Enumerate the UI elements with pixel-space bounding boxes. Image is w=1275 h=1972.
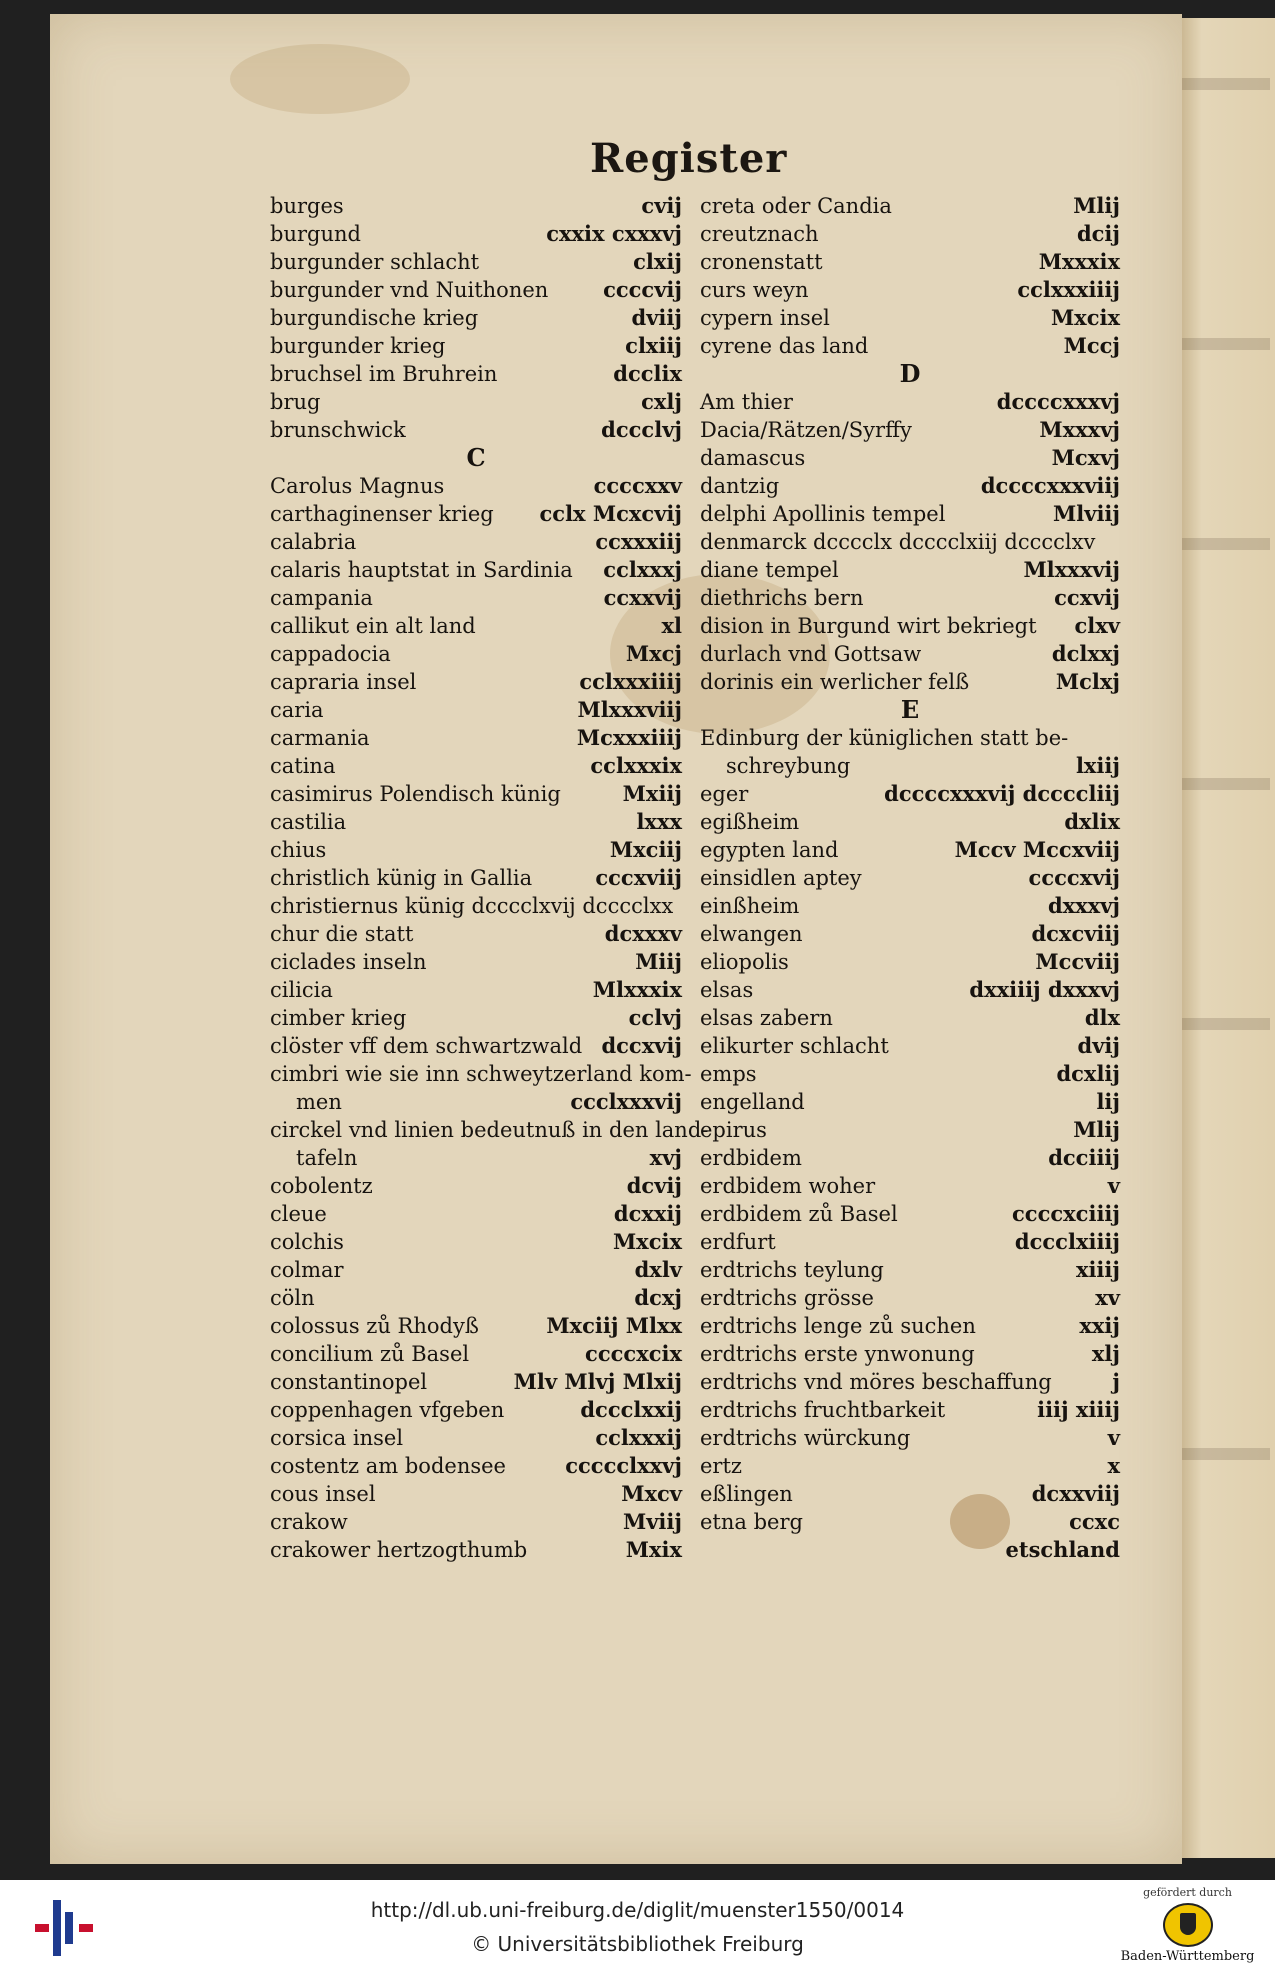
index-term: calabria [270, 530, 357, 554]
index-term: Dacia/Rätzen/Syrffy [700, 418, 912, 442]
index-term: cous insel [270, 1482, 376, 1506]
index-entry [270, 1172, 682, 1200]
index-term: eliopolis [700, 950, 789, 974]
index-entry [700, 612, 1120, 640]
folio-reference: v [1107, 1173, 1120, 1198]
index-term: erdbidem [700, 1146, 802, 1170]
index-term: dision in Burgund wirt bekriegt [700, 614, 1037, 638]
index-term: diethrichs bern [700, 586, 864, 610]
folio-reference: dccccxxxvij dccccliij [884, 781, 1120, 806]
folio-reference: ccccvij [603, 277, 682, 302]
folio-reference: Mlij [1073, 1117, 1120, 1142]
index-entry [700, 304, 1120, 332]
folio-reference: iiij xiiij [1037, 1397, 1120, 1422]
folio-reference: dcxxxv [604, 921, 682, 946]
folio-reference: Mxix [625, 1537, 682, 1562]
index-term: catina [270, 754, 336, 778]
folio-reference: Mccv Mccxviij [954, 837, 1120, 862]
index-term: Carolus Magnus [270, 474, 445, 498]
index-entry [700, 1004, 1120, 1032]
index-term: egypten land [700, 838, 839, 862]
index-entry [270, 696, 682, 724]
index-term: constantinopel [270, 1370, 428, 1394]
index-entry [700, 668, 1120, 696]
index-term: epirus [700, 1118, 767, 1142]
folio-reference: dcxj [634, 1285, 682, 1310]
index-entry [700, 332, 1120, 360]
index-entry [270, 1312, 682, 1340]
index-term: capraria insel [270, 670, 417, 694]
index-term: chur die statt [270, 922, 414, 946]
sponsor-label: gefördert durch [1143, 1886, 1232, 1899]
folio-reference: x [1107, 1453, 1120, 1478]
index-entry [700, 780, 1120, 808]
folio-reference: Mcxxxiiij [576, 725, 682, 750]
folio-reference: cclx Mcxcvij [539, 501, 682, 526]
index-term: corsica insel [270, 1426, 404, 1450]
index-entry [270, 416, 682, 444]
index-term: clöster vff dem schwartzwald [270, 1034, 583, 1058]
section-letter: E [900, 695, 920, 724]
sponsor-name: Baden-Württemberg [1120, 1949, 1255, 1964]
index-term: erdtrichs teylung [700, 1258, 884, 1282]
index-term: carthaginenser krieg [270, 502, 494, 526]
index-entry [700, 248, 1120, 276]
index-entry [270, 1088, 682, 1116]
index-term: burgunder vnd Nuithonen [270, 278, 549, 302]
index-term: burges [270, 194, 344, 218]
folio-reference: Mxcix [612, 1229, 682, 1254]
index-term: einsidlen aptey [700, 866, 862, 890]
index-entry [270, 640, 682, 668]
index-term: egißheim [700, 810, 800, 834]
index-entry [700, 220, 1120, 248]
folio-reference: dccccxxxvj [996, 389, 1120, 414]
index-entry [700, 1368, 1120, 1396]
index-term: calaris hauptstat in Sardinia [270, 558, 573, 582]
index-term: cimber krieg [270, 1006, 407, 1030]
index-entry [700, 472, 1120, 500]
index-entry [270, 1368, 682, 1396]
folio-reference: clxij [633, 249, 682, 274]
folio-reference: Mlxxxviij [577, 697, 682, 722]
index-term: elikurter schlacht [700, 1034, 889, 1058]
folio-reference: cxlj [641, 389, 682, 414]
index-term: christlich künig in Gallia [270, 866, 533, 890]
index-entry [270, 220, 682, 248]
folio-reference: lij [1096, 1089, 1120, 1114]
folio-reference: Mxcix [1050, 305, 1120, 330]
index-term: ertz [700, 1454, 742, 1478]
index-entry [270, 528, 682, 556]
folio-reference: dcij [1076, 221, 1120, 246]
index-entry [270, 304, 682, 332]
index-entry [270, 1004, 682, 1032]
index-term: cilicia [270, 978, 333, 1002]
index-entry [700, 388, 1120, 416]
index-term: callikut ein alt land [270, 614, 476, 638]
index-term: coppenhagen vfgeben [270, 1398, 505, 1422]
index-entry [270, 332, 682, 360]
folio-reference: Mlviij [1053, 501, 1120, 526]
folio-reference: dvij [1077, 1033, 1120, 1058]
index-entry [700, 192, 1120, 220]
folio-reference: Mlij [1073, 193, 1120, 218]
index-entry [700, 528, 1120, 556]
index-entry [700, 976, 1120, 1004]
index-term: curs weyn [700, 278, 809, 302]
index-term: castilia [270, 810, 347, 834]
index-term: burgunder krieg [270, 334, 446, 358]
index-entry [270, 1340, 682, 1368]
folio-reference: dccclxxij [580, 1397, 682, 1422]
index-entry [270, 1200, 682, 1228]
index-entry [700, 1312, 1120, 1340]
folio-reference: cclxxxij [595, 1425, 682, 1450]
folio-reference: Mlxxxix [592, 977, 682, 1002]
index-entry [700, 584, 1120, 612]
folio-reference: Mxcj [625, 641, 682, 666]
index-entry [270, 500, 682, 528]
index-entry [700, 1228, 1120, 1256]
folio-reference: dcciiij [1048, 1145, 1120, 1170]
index-term: erdtrichs fruchtbarkeit [700, 1398, 946, 1422]
index-entry [270, 1508, 682, 1536]
index-entry [700, 1256, 1120, 1284]
folio-reference: xl [661, 613, 682, 638]
index-term: cobolentz [270, 1174, 373, 1198]
index-entry [700, 1508, 1120, 1536]
folio-reference: dcxxviij [1031, 1481, 1120, 1506]
folio-reference: xiiij [1075, 1257, 1120, 1282]
index-term: brug [270, 390, 321, 414]
index-entry [270, 892, 682, 920]
index-term: erdtrichs grösse [700, 1286, 874, 1310]
index-entry [700, 1088, 1120, 1116]
index-term: einßheim [700, 894, 800, 918]
folio-reference: Mccviij [1035, 949, 1120, 974]
folio-reference: dclxxj [1051, 641, 1120, 666]
index-entry [700, 892, 1120, 920]
index-entry [700, 444, 1120, 472]
folio-reference: cxxix cxxxvj [546, 221, 682, 246]
index-term: durlach vnd Gottsaw [700, 642, 922, 666]
folio-reference: dcvij [626, 1173, 682, 1198]
folio-reference: lxiij [1075, 753, 1120, 778]
folio-reference: dccccxxxviij [980, 473, 1120, 498]
index-term: brunschwick [270, 418, 406, 442]
index-entry [270, 948, 682, 976]
folio-reference: cclxxxix [590, 753, 682, 778]
sponsor-block [1105, 1886, 1270, 1970]
folio-reference: v [1107, 1425, 1120, 1450]
folio-reference: Mclxj [1055, 669, 1120, 694]
folio-reference: dlx [1084, 1005, 1120, 1030]
page-url-link[interactable]: http://dl.ub.uni-freiburg.de/diglit/muenster1550/0014 [370, 1898, 905, 1922]
index-entry [700, 1396, 1120, 1424]
index-entry [270, 724, 682, 752]
folio-reference: ccccxcix [585, 1341, 682, 1366]
index-entry [270, 1424, 682, 1452]
index-entry [270, 1536, 682, 1564]
index-entry [700, 752, 1120, 780]
folio-reference: Mxxxvj [1039, 417, 1120, 442]
folio-reference: xlj [1091, 1341, 1120, 1366]
index-entry [270, 808, 682, 836]
index-column-left [270, 192, 709, 1564]
folio-reference: ccxc [1069, 1509, 1120, 1534]
index-term: colossus zů Rhodyß [270, 1314, 479, 1338]
index-term: bruchsel im Bruhrein [270, 362, 498, 386]
folio-reference: Mxciij [609, 837, 682, 862]
folio-reference: Mviij [622, 1509, 682, 1534]
folio-reference: dcxcviij [1031, 921, 1120, 946]
folio-reference: cclxxxj [603, 557, 682, 582]
index-term: carmania [270, 726, 370, 750]
index-entry [270, 192, 682, 220]
index-column-right [700, 192, 1120, 1564]
index-term: ciclades inseln [270, 950, 427, 974]
folio-reference: dxlix [1064, 809, 1120, 834]
index-entry [270, 1256, 682, 1284]
index-entry [270, 612, 682, 640]
index-term: etna berg [700, 1510, 803, 1534]
index-term: crakower hertzogthumb [270, 1538, 528, 1562]
index-entry [270, 1060, 692, 1088]
index-term: cronenstatt [700, 250, 823, 274]
section-letter: D [899, 359, 921, 388]
index-entry [270, 668, 682, 696]
index-entry [700, 836, 1120, 864]
index-entry [270, 864, 682, 892]
folio-reference: Mxciij Mlxx [546, 1313, 682, 1338]
index-entry [700, 276, 1120, 304]
folio-reference: Mxiij [622, 781, 682, 806]
index-entry [270, 780, 682, 808]
folio-reference: ccccxvij [1028, 865, 1120, 890]
index-term: erdtrichs vnd möres beschaffung [700, 1370, 1052, 1394]
index-entry [270, 920, 682, 948]
index-term: crakow [270, 1510, 348, 1534]
index-term: schreybung [726, 754, 851, 778]
index-term: casimirus Polendisch künig [270, 782, 561, 806]
index-term: tafeln [296, 1146, 358, 1170]
index-entry [700, 1172, 1120, 1200]
folio-reference: cccxviij [595, 865, 682, 890]
index-entry [700, 416, 1120, 444]
page-title: Register [590, 135, 788, 182]
index-entry [700, 1060, 1120, 1088]
index-term: erdtrichs würckung [700, 1426, 911, 1450]
index-entry [270, 472, 682, 500]
folio-reference: Miij [635, 949, 682, 974]
index-entry [270, 556, 682, 584]
index-entry [700, 1200, 1120, 1228]
folio-reference: cvij [641, 193, 682, 218]
index-entry [700, 724, 1120, 752]
index-term: colmar [270, 1258, 344, 1282]
index-entry [270, 1396, 682, 1424]
index-term: cleue [270, 1202, 327, 1226]
folio-reference: dxxiiij dxxxvj [969, 977, 1120, 1002]
facing-page-edge [1170, 18, 1275, 1858]
index-entry [270, 976, 682, 1004]
folio-reference: dccclvj [601, 417, 682, 442]
index-term: delphi Apollinis tempel [700, 502, 946, 526]
index-term: dorinis ein werlicher felß [700, 670, 970, 694]
folio-reference: ccxxvij [603, 585, 682, 610]
folio-reference: cclvj [628, 1005, 682, 1030]
index-term: creta oder Candia [700, 194, 892, 218]
folio-reference: dviij [631, 305, 682, 330]
folio-reference: ccxvij [1054, 585, 1120, 610]
index-term: cyrene das land [700, 334, 869, 358]
index-entry [270, 1116, 709, 1144]
index-term: elwangen [700, 922, 803, 946]
folio-reference: ccccclxxvj [565, 1453, 682, 1478]
index-entry [700, 1144, 1120, 1172]
index-term: chius [270, 838, 327, 862]
folio-reference: clxv [1074, 613, 1120, 638]
folio-reference: Mxcv [621, 1481, 682, 1506]
index-term: cappadocia [270, 642, 391, 666]
index-term: erdtrichs erste ynwonung [700, 1342, 975, 1366]
index-entry [700, 1424, 1120, 1452]
index-term: erdtrichs lenge zů suchen [700, 1314, 976, 1338]
folio-reference: clxiij [625, 333, 682, 358]
state-coat-of-arms-icon [1163, 1903, 1213, 1947]
folio-reference: dxlv [634, 1257, 682, 1282]
folio-reference: Mxxxix [1038, 249, 1120, 274]
index-entry [700, 1116, 1120, 1144]
copyright-text: © Universitätsbibliothek Freiburg [471, 1932, 804, 1956]
index-entry [270, 836, 682, 864]
index-entry [270, 360, 682, 388]
index-term: concilium zů Basel [270, 1342, 470, 1366]
index-term: eger [700, 782, 749, 806]
index-term: dantzig [700, 474, 780, 498]
index-term: burgundische krieg [270, 306, 479, 330]
index-term: emps [700, 1062, 757, 1086]
folio-reference: dcclix [613, 361, 682, 386]
index-entry [700, 864, 1120, 892]
index-term: campania [270, 586, 373, 610]
folio-reference: cclxxxiiij [579, 669, 682, 694]
folio-reference: ccxxxiij [595, 529, 682, 554]
index-entry [700, 640, 1120, 668]
index-entry [270, 584, 682, 612]
index-term: christiernus künig dcccclxvij dcccclxx [270, 894, 674, 918]
folio-reference: xvj [649, 1145, 682, 1170]
index-term: Am thier [700, 390, 793, 414]
index-entry [700, 500, 1120, 528]
index-entry [700, 1284, 1120, 1312]
index-entry [700, 1032, 1120, 1060]
folio-reference: ccccxciiij [1012, 1201, 1120, 1226]
index-entry [700, 556, 1120, 584]
index-term: eßlingen [700, 1482, 793, 1506]
index-term: elsas [700, 978, 754, 1002]
folio-reference: Mlxxxvij [1023, 557, 1120, 582]
index-entry [270, 276, 682, 304]
folio-reference: etschland [1005, 1537, 1120, 1562]
index-entry [270, 752, 682, 780]
index-entry [270, 1284, 682, 1312]
index-term: men [296, 1090, 342, 1114]
folio-reference: ccclxxxvij [570, 1089, 682, 1114]
folio-reference: cclxxxiiij [1017, 277, 1120, 302]
index-term: burgund [270, 222, 361, 246]
index-entry [270, 1480, 682, 1508]
index-entry [270, 1144, 682, 1172]
index-entry [270, 1452, 682, 1480]
folio-reference: ccccxxv [593, 473, 682, 498]
index-term: cimbri wie sie inn schweytzerland kom- [270, 1062, 692, 1086]
index-term: caria [270, 698, 324, 722]
index-term: burgunder schlacht [270, 250, 480, 274]
index-entry [700, 948, 1120, 976]
folio-reference: Mcxvj [1051, 445, 1120, 470]
index-term: damascus [700, 446, 806, 470]
folio-reference: j [1112, 1369, 1120, 1394]
index-term: denmarck dcccclx dcccclxiij dcccclxv [700, 530, 1096, 554]
index-entry [700, 1536, 1120, 1564]
index-term: creutznach [700, 222, 819, 246]
folio-reference: dxxxvj [1047, 893, 1120, 918]
index-entry [270, 248, 682, 276]
footer-bar [0, 1880, 1275, 1972]
index-entry [700, 1480, 1120, 1508]
index-term: colchis [270, 1230, 344, 1254]
folio-reference: xv [1095, 1285, 1120, 1310]
folio-reference: xxij [1079, 1313, 1120, 1338]
index-term: circkel vnd linien bedeutnuß in den land- [270, 1118, 709, 1142]
index-entry [270, 1032, 682, 1060]
folio-reference: dccclxiiij [1014, 1229, 1120, 1254]
index-term: erdfurt [700, 1230, 776, 1254]
index-entry [700, 808, 1120, 836]
folio-reference: dcxlij [1056, 1061, 1120, 1086]
index-term: Edinburg der küniglichen statt be- [700, 726, 1069, 750]
index-entry [270, 388, 682, 416]
index-entry [700, 1340, 1120, 1368]
index-term: costentz am bodensee [270, 1454, 506, 1478]
index-entry [700, 920, 1120, 948]
folio-reference: lxxx [636, 809, 682, 834]
index-term: erdbidem woher [700, 1174, 876, 1198]
index-term: cypern insel [700, 306, 830, 330]
folio-reference: Mlv Mlvj Mlxij [513, 1369, 682, 1394]
index-term: elsas zabern [700, 1006, 833, 1030]
folio-reference: Mccj [1063, 333, 1120, 358]
index-term: erdbidem zů Basel [700, 1202, 898, 1226]
folio-reference: dccxvij [601, 1033, 682, 1058]
folio-reference: dcxxij [613, 1201, 682, 1226]
index-term: cöln [270, 1286, 315, 1310]
index-term: diane tempel [700, 558, 839, 582]
section-letter: C [466, 443, 486, 472]
index-term: engelland [700, 1090, 805, 1114]
index-entry [700, 1452, 1120, 1480]
index-entry [270, 1228, 682, 1256]
